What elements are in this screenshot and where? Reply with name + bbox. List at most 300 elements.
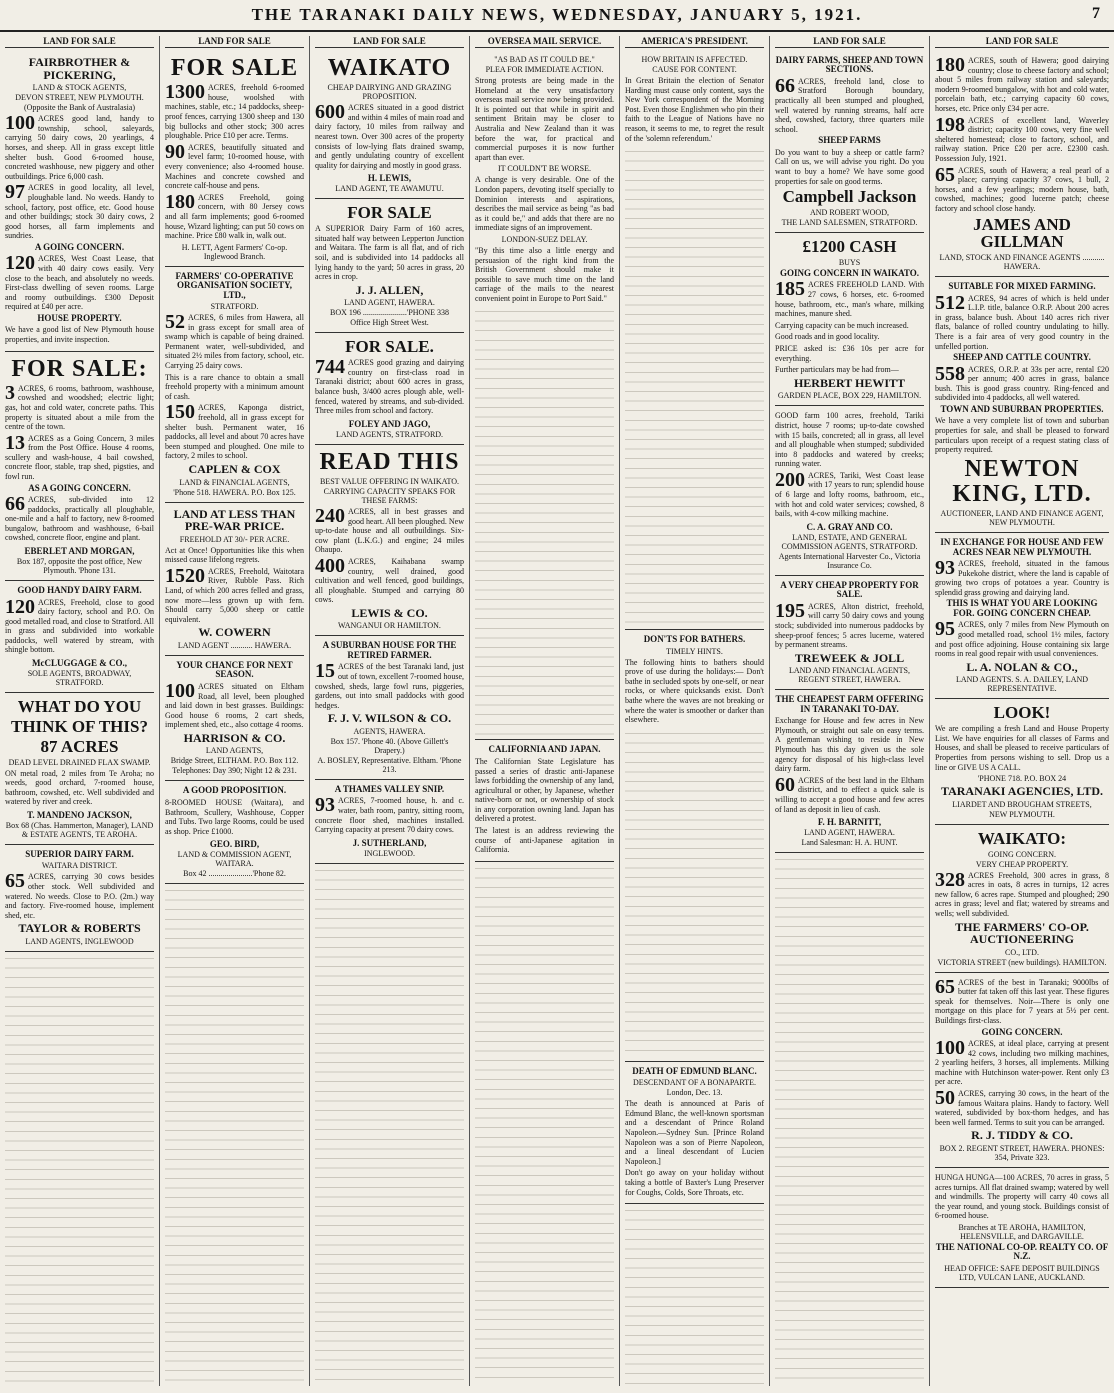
section-heading: SHEEP FARMS bbox=[818, 135, 881, 146]
acreage: 60 bbox=[775, 773, 795, 796]
listing-text: ACRES of excellent land, Waverley district; capacity 100 cows, very fine well sheltered homestead; close to factory, school, and railway station. Price £20 per acre. £2300 cash. Possession July, 1921. bbox=[935, 115, 1109, 163]
agent-address: THE LAND SALESMEN, STRATFORD. bbox=[781, 218, 918, 228]
acreage: 100 bbox=[165, 679, 195, 702]
advert-headline: 87 ACRES bbox=[40, 736, 119, 756]
advert-herbert-hewitt bbox=[775, 233, 924, 406]
agent-address: Box 68 (Chas. Hammerton, Manager), LAND & ESTATE AGENTS, TE AROHA. bbox=[5, 820, 154, 839]
acreage: 558 bbox=[935, 362, 965, 385]
column-fill bbox=[625, 1204, 764, 1386]
advert-headline: IN EXCHANGE FOR HOUSE AND FEW ACRES NEAR NEW PLYMOUTH. bbox=[940, 537, 1104, 557]
advert-headline: THINK OF THIS? bbox=[11, 716, 148, 736]
agent-subtitle: LAND, ESTATE, AND GENERAL COMMISSION AGENTS, STRATFORD. bbox=[781, 532, 918, 551]
agent-signature: T. MANDENO JACKSON, bbox=[27, 809, 132, 820]
advert-headline: A VERY CHEAP PROPERTY FOR SALE. bbox=[780, 579, 919, 600]
advert-taranaki-agencies bbox=[935, 699, 1109, 824]
listing bbox=[775, 773, 924, 814]
advert-gray bbox=[775, 406, 924, 576]
agent-address: LAND AND FINANCIAL AGENTS, REGENT STREET, HAWERA. bbox=[788, 666, 911, 685]
listing bbox=[5, 381, 154, 432]
agent-signature: J. SUTHERLAND, bbox=[352, 837, 427, 848]
advert-headline: FOR SALE. bbox=[345, 337, 434, 357]
listing-text: ACRES, freehold land, close to Stratford Borough boundary, practically all been stumped and ploughed, well watered by running streams, half acre shed, cowshed, factory, three quarters mile school. bbox=[775, 76, 924, 134]
advert-cowern bbox=[165, 503, 304, 657]
listing-text: ACRES of the best Taranaki land, just out of town, excellent 7-roomed house, cowshed, sheds, large fowl runs, piggeries, gardens, out into small paddocks with good hedges. bbox=[315, 662, 464, 710]
advert-headline: READ THIS bbox=[319, 448, 460, 475]
listing bbox=[935, 113, 1109, 164]
listing bbox=[5, 114, 154, 181]
acreage: 400 bbox=[315, 554, 345, 577]
agent-phone: BOX 196 ......................'PHONE 338 bbox=[330, 308, 449, 318]
agent-subtitle: CO., LTD. bbox=[1005, 947, 1039, 957]
listing-text: We are compiling a fresh Land and House Property List. We have enquiries for all classes of Farms and Houses, and shall be pleased to receive particulars of Properties from persons wishing to sell. Drop us a line or GIVE US A CALL. bbox=[935, 724, 1109, 772]
acreage: 1520 bbox=[165, 564, 205, 587]
article-text: A change is very desirable. One of the London papers, devoting itself specially to Dominion interests and aspirations, describes the mail service as being "as bad as it could be," and adds that there are no immediate signs of an improvement. bbox=[475, 175, 614, 233]
acreage: 90 bbox=[165, 140, 185, 163]
advert-mandeno-jackson bbox=[5, 693, 154, 845]
listing bbox=[935, 291, 1109, 352]
agent-signature: TARANAKI AGENCIES, LTD. bbox=[940, 784, 1104, 799]
listing-text: Exchange for House and few acres in New Plymouth, or straight out sale on easy terms. A gentleman wishing to reside in New Plymouth has this day given us the sole agency for disposal of his high-class level dairy farm. bbox=[775, 716, 924, 774]
article-subheading: IT COULDN'T BE WORSE. bbox=[498, 164, 591, 174]
column-fill bbox=[315, 864, 464, 1386]
article-text: The following hints to bathers should prove of use during the holidays:— Don't bathe in secluded spots by one-self, or near rocks, or where quicksands exist. Don't bathe where the waves are not breaking or where the water is smoother or darker than elsewhere. bbox=[625, 657, 764, 725]
agent-subtitle: LAND AGENTS. S. A. DAILEY, LAND REPRESENTATIVE. bbox=[955, 675, 1089, 694]
agent-note: Agents International Harvester Co., Victoria Insurance Co. bbox=[778, 551, 921, 570]
listing-text: Further particulars may be had from— bbox=[775, 365, 899, 375]
advert-headline: DAIRY FARMS, SHEEP AND TOWN SECTIONS. bbox=[775, 55, 924, 75]
listing-text: ACRES, only 7 miles from New Plymouth on good metalled road, school 1½ miles, factory and post office adjoining. House containing six large rooms in real good repair with usual conveniences. bbox=[935, 620, 1109, 659]
advert-headline: FOR SALE bbox=[347, 203, 432, 223]
listing-text: ACRES good land, handy to township, school, saleyards, carrying 50 dairy cows, 20 yearlings, 4 horses, and sheep. All in grass except little shelter bush. Good 6-roomed house, concreted washhouse, new piggery and other outbuildings. Price 6,000 cash. bbox=[5, 114, 154, 181]
listing bbox=[935, 868, 1109, 919]
agent-signature: Campbell Jackson bbox=[782, 187, 917, 207]
listing-text: ACRES situated on Eltham Road, all level, been ploughed and laid down in best grasses. Buildings: Good house 6 rooms, 2 cart sheds, implement shed, etc., also cottage 4 rooms. bbox=[165, 681, 304, 730]
listing-text: ON metal road, 2 miles from Te Aroha; no weeds, good orchard, 7-roomed house, bathroom, cowshed, etc. Well subdivided and watered by river and creek. bbox=[5, 768, 154, 807]
agent-subtitle: LAND AGENT ........... HAWERA. bbox=[177, 641, 292, 651]
agent-signature: F. H. BARNITT, bbox=[817, 817, 882, 828]
advert-headline: THE CHEAPEST FARM OFFERING IN TARANAKI TO-DAY. bbox=[775, 694, 924, 714]
acreage: 512 bbox=[935, 291, 965, 314]
advert-subtitle: GOING CONCERN. bbox=[988, 849, 1056, 859]
listing-text: ACRES Freehold, 300 acres in grass, 8 acres in oats, 8 acres in turnips, 12 acres new fallow, 6 acres rape. Stumped and ploughed; 290 acres in grass; level and flat; watered by streams and wells; well subdivided. bbox=[935, 870, 1109, 918]
agent-subtitle: LAND & COMMISSION AGENT, WAITARA. bbox=[177, 850, 292, 869]
agent-subtitle: LAND & STOCK AGENTS, bbox=[32, 83, 127, 93]
column-4 bbox=[470, 36, 620, 1386]
article-text: The death is announced at Paris of Edmund Blanc, the well-known sportsman and a descendant of Prince Roland Napoleon.—Sydney Sun. [Prince Roland Napoleon was a son of Pierre Napoleon, and a lineal descendant of Lucien Napoleon.] bbox=[625, 1099, 764, 1166]
column-fill bbox=[475, 862, 614, 1386]
listing-text: GOOD farm 100 acres, freehold, Tariki district, house 7 rooms; up-to-date cowshed with 15 bails, concreted; all in grass, all level and all ploughable when stumped; subdivided into 8 paddocks and watered by creeks; running water. bbox=[775, 411, 924, 469]
article-dateline: London, Dec. 13. bbox=[666, 1088, 723, 1098]
agent-subtitle: LAND AGENTS, bbox=[205, 746, 264, 756]
agent-name: FAIRBROTHER & PICKERING, bbox=[28, 55, 131, 82]
acreage: 328 bbox=[935, 868, 965, 891]
agent-address: 'Phone 518. HAWERA. P.O. Box 125. bbox=[173, 487, 296, 497]
article-continuation bbox=[475, 305, 614, 735]
masthead bbox=[0, 0, 1114, 32]
listing-text: ACRES, 6 rooms, bathroom, washhouse, cowshed and woodshed; electric light; gas, hot and cold water, concrete paths. This property is situated about a mile from the centre of the town. bbox=[5, 383, 154, 432]
listing bbox=[315, 358, 464, 416]
column-fill bbox=[5, 952, 154, 1386]
listing-text: ACRES of the best in Taranaki; 9000lbs of butter fat taken off this last year. These figures speak for themselves. Noir—There is only one mortgage on this place for 7 years at 5½ per cent. Buildings first-class. bbox=[935, 977, 1109, 1026]
article-subheading: CAUSE FOR CONTENT. bbox=[652, 65, 737, 74]
agent-subtitle: LAND AGENTS, STRATFORD. bbox=[335, 429, 444, 439]
listing-price: PRICE asked is: £36 10s per acre for everything. bbox=[775, 343, 924, 363]
agent-address: GARDEN PLACE, BOX 229, HAMILTON. bbox=[777, 391, 922, 401]
advert-headline: FARMERS' CO-OPERATIVE ORGANISATION SOCIETY, LTD., bbox=[175, 270, 294, 300]
advert-foley-jago bbox=[315, 333, 464, 444]
advert-lewis-waikato bbox=[315, 51, 464, 199]
listing-text: ACRES, Kaponga district, freehold, all in grass except for shelter bush. Permanent water, 16 paddocks, all level and about 70 acres have been stumped and ploughed. One mile to factory, 2 miles to school. bbox=[165, 403, 304, 461]
advert-sutherland bbox=[315, 780, 464, 864]
acreage: 600 bbox=[315, 101, 345, 124]
acreage: 150 bbox=[165, 401, 195, 424]
agent-signature: J. J. ALLEN, bbox=[355, 282, 424, 297]
listing bbox=[935, 362, 1109, 403]
advert-treweek-joll bbox=[775, 576, 924, 690]
agent-signature: F. J. V. WILSON & CO. bbox=[327, 711, 452, 726]
listing-text: ACRES, carrying 30 cows besides other stock. Well subdivided and watered. No weeds. Close to P.O. (2m.) way and factory. Five-roomed house, implement shed, etc. bbox=[5, 872, 154, 920]
listing-text: ACRES, Freehold, Waitotara River, Rubble Pass. Rich Land, of which 200 acres felled and grass, now more—less grown up with fern. Should carry 5,000 sheep or cattle equivalent. bbox=[165, 566, 304, 624]
agent-address: Box 187, opposite the post office, New Plymouth. 'Phone 131. bbox=[16, 557, 143, 576]
column-7 bbox=[930, 36, 1114, 1386]
agent-phone: 'PHONE 718. P.O. BOX 24 bbox=[977, 774, 1067, 784]
listing-text: ACRES of the best land in the Eltham district, and to effect a quick sale is willing to accept a good house and few acres of land as deposit in lieu of cash. bbox=[775, 775, 924, 814]
listing-text: Do you want to buy a sheep or cattle farm? Call on us, we will advise you right. Do you want to buy a home? We have some good properties for sale on good terms. bbox=[775, 147, 924, 186]
listing bbox=[165, 83, 304, 141]
acreage: 66 bbox=[775, 74, 795, 97]
column-fill bbox=[165, 884, 304, 1386]
agent-phone: Box 42 ......................'Phone 82. bbox=[183, 869, 286, 879]
listing bbox=[935, 56, 1109, 114]
agent-note: (Opposite the Bank of Australasia) bbox=[23, 103, 136, 113]
listing bbox=[5, 595, 154, 656]
advert-tiddy bbox=[935, 973, 1109, 1168]
acreage: 13 bbox=[5, 431, 25, 454]
column-3 bbox=[310, 36, 470, 1386]
agent-subtitle: LAND & FINANCIAL AGENTS, bbox=[179, 477, 290, 487]
acreage: 93 bbox=[315, 794, 335, 817]
agent-signature: HARRISON & CO. bbox=[183, 730, 286, 745]
agent-subtitle: LAND AGENT, HAWERA. bbox=[804, 828, 895, 838]
listing bbox=[775, 280, 924, 318]
listing bbox=[935, 559, 1109, 597]
acreage: 120 bbox=[5, 595, 35, 618]
listing bbox=[315, 662, 464, 710]
listing bbox=[315, 554, 464, 605]
listing-text: ACRES, south of Hawera; good dairying country; close to cheese factory and school; about 5 miles from railway station and saleyards; modern 9-roomed bungalow, with hot and cold water, porcelain bath, etc.; carrying capacity 60 cows, horses, etc. Price only £34 per acre. bbox=[935, 56, 1109, 113]
acreage: 65 bbox=[5, 870, 25, 893]
advert-mccluggage bbox=[5, 581, 154, 693]
agent-signature: R. J. TIDDY & CO. bbox=[971, 1128, 1073, 1143]
listing-text: ACRES, Tariki, West Coast lease with 17 years to run; splendid house of 6 large and lofty rooms, bathroom, etc., with hot and cold water services; cowshed, 8 bails, with 4-cow milking machine. bbox=[775, 470, 924, 519]
advert-subtitle: CARRYING CAPACITY SPEAKS FOR THESE FARMS: bbox=[323, 486, 456, 505]
listing bbox=[315, 504, 464, 555]
column-heading: LAND FOR SALE bbox=[935, 36, 1109, 48]
advert-national-coop-realty bbox=[935, 1168, 1109, 1288]
acreage: 1300 bbox=[165, 81, 205, 104]
listing-text: ACRES, O.R.P. at 33s per acre, rental £20 per annum; 400 acres in grass, balance bush. This is good grass country. Ring-fenced and subdivided into 4 paddocks, all well watered. bbox=[935, 364, 1109, 403]
agent-address: DEVON STREET, NEW PLYMOUTH. bbox=[15, 93, 144, 103]
listing-text: ACRES, south of Hawera; a real pearl of a place; carrying capacity 37 cows, 1 bull, 2 horses, and a few yearlings; modern house, bath, cowshed, machines; good lucerne patch; cheese factory and school close handy. bbox=[935, 165, 1109, 213]
acreage: 200 bbox=[775, 468, 805, 491]
advert-headline: A THAMES VALLEY SNIP. bbox=[334, 783, 445, 794]
listing bbox=[935, 163, 1109, 214]
section-heading: SUITABLE FOR MIXED FARMING. bbox=[948, 281, 1096, 292]
advert-subtitle: CHEAP DAIRYING AND GRAZING PROPOSITION. bbox=[327, 83, 452, 102]
acreage: 120 bbox=[5, 252, 35, 275]
acreage: 180 bbox=[165, 190, 195, 213]
advert-subtitle: WAITARA DISTRICT. bbox=[41, 861, 118, 871]
agent-address: Office High Street West. bbox=[350, 318, 429, 328]
advert-subtitle: FREEHOLD AT 30/- PER ACRE. bbox=[179, 534, 290, 544]
acreage: 3 bbox=[5, 381, 15, 404]
advert-headline: £1200 CASH bbox=[802, 237, 897, 257]
listing bbox=[935, 975, 1109, 1026]
advert-subtitle: GOING CONCERN IN WAIKATO. bbox=[779, 267, 920, 278]
agent-address: SOLE AGENTS, BROADWAY, STRATFORD. bbox=[27, 669, 132, 688]
listing-text: ACRES, at ideal place, carrying at present 42 cows, including two milking machines, 2 yearling heifers, 3 horses, all implements. Milking machine with Hutchinson water-power. Rent only £3 per acre. bbox=[935, 1039, 1109, 1087]
advert-harrison bbox=[165, 656, 304, 781]
listing bbox=[775, 74, 924, 135]
acreage: 93 bbox=[935, 557, 955, 580]
acreage: 180 bbox=[935, 54, 965, 76]
listing bbox=[315, 796, 464, 834]
acreage: 100 bbox=[935, 1037, 965, 1060]
listing-text: ACRES as a Going Concern, 3 miles from the Post Office. House 4 rooms, scullery and wash-house, 4 bail cowshed, concrete floor, stable, trap shed, pigsties, and fowl run. bbox=[5, 433, 154, 482]
article-continuation bbox=[625, 145, 764, 625]
article-text: The latest is an address reviewing the course of anti-Japanese agitation in California. bbox=[475, 826, 614, 855]
agent-address: Bridge Street, ELTHAM. P.O. Box 112. bbox=[170, 756, 299, 766]
agent-subtitle: AND ROBERT WOOD, bbox=[809, 208, 889, 218]
agent-subtitle: AUCTIONEER, LAND AND FINANCE AGENT, NEW PLYMOUTH. bbox=[940, 509, 1104, 528]
agent-signature: H. LETT, Agent Farmers' Co-op. Inglewood Branch. bbox=[181, 242, 288, 261]
listing-text: ACRES, sub-divided into 12 paddocks, practically all ploughable, one-mile and a half to factory, new 8-roomed bungalow, bathroom and washhouse, 6-bail cowshed, concrete floor, engine and plant. bbox=[5, 495, 154, 543]
listing-text: ACRES, beautifully situated and level farm; 10-roomed house, with every convenience; also 4-roomed house. Machines and concrete cowshed and concrete calf-house and pens. bbox=[165, 142, 304, 191]
agent-address: INGLEWOOD. bbox=[364, 848, 415, 858]
listing-text: ACRES, freehold, situated in the famous Pukekohe district, where the land is capable of growing two crops of potatoes a year. Country is splendid grass growing and dairying land. bbox=[935, 559, 1109, 597]
agent-representative: A. BOSLEY, Representative. Eltham. 'Phone 213. bbox=[317, 755, 462, 774]
article-text: "By this time also a little energy and persuasion of the right kind from the British Government should make it possible to save much time on the land carriage of the mails to the nearest convenient point in Europe to Port Said." bbox=[475, 245, 614, 303]
column-fill bbox=[775, 853, 924, 1386]
listing bbox=[165, 190, 304, 241]
acreage: 744 bbox=[315, 356, 345, 379]
acreage: 50 bbox=[935, 1087, 955, 1110]
listing bbox=[165, 313, 304, 371]
advert-headline: FOR SALE bbox=[170, 55, 299, 81]
listing-text: We have a very complete list of town and suburban properties for sale, and shall be pleased to forward particulars upon receipt of a request stating class of property required. bbox=[935, 416, 1109, 455]
listing-text: ACRES in good locality, all level, ploughable land. No weeds. Handy to school, factory, post office, etc. Good house and other buildings; stock 30 dairy cows, 2 good horses, all farm implements and sundries. bbox=[5, 183, 154, 241]
agent-phone: Telephones: Day 390; Night 12 & 231. bbox=[172, 766, 297, 776]
advert-headline: A GOOD PROPOSITION. bbox=[182, 785, 287, 796]
acreage: 95 bbox=[935, 618, 955, 641]
listing bbox=[165, 564, 304, 625]
listing-text: ACRES, 94 acres of which is held under L.I.P. title, balance O.R.P. About 200 acres in grass, balance bush. About 140 acres rich river flats, balance of rolled country undulating to hilly. There is a fair area of very good country in the unfelled portion. bbox=[935, 293, 1109, 351]
agent-address: NEW PLYMOUTH. bbox=[989, 809, 1055, 819]
agent-salesman: Land Salesman: H. A. HUNT. bbox=[801, 838, 898, 848]
section-heading: HOUSE PROPERTY. bbox=[37, 312, 122, 323]
listing-text: ACRES FREEHOLD LAND. With 27 cows, 6 horses, etc. 6-roomed house, bathroom, etc., man's whare, milking machines, manure shed. bbox=[775, 280, 924, 319]
advert-headline: YOUR CHANCE FOR NEXT SEASON. bbox=[176, 660, 293, 680]
article-heading: OVERSEA MAIL SERVICE. bbox=[475, 36, 614, 48]
article-text: Strong protests are being made in the Homeland at the very unsatisfactory overseas mail service now being provided. It is pointed out that while in spirit and sentiment Britain may be closer to Australia and New Zealand than it was before the war, for practical and commercial purposes it is now further apart than ever. bbox=[475, 76, 614, 162]
section-heading: AS A GOING CONCERN. bbox=[28, 482, 131, 493]
advert-james-gillman bbox=[935, 51, 1109, 277]
advert-subtitle: STRATFORD. bbox=[210, 302, 259, 311]
listing-text: Carrying capacity can be much increased. bbox=[775, 320, 909, 330]
advert-headline: A SUBURBAN HOUSE FOR THE RETIRED FARMER. bbox=[322, 640, 457, 660]
advert-headline: FOR SALE: bbox=[11, 355, 148, 382]
advert-allen bbox=[315, 199, 464, 333]
agent-signature: HERBERT HEWITT bbox=[793, 375, 906, 390]
article-heading: DON'TS FOR BATHERS. bbox=[643, 634, 746, 645]
agent-signature: THE NATIONAL CO-OP. REALTY CO. OF N.Z. bbox=[935, 1242, 1109, 1262]
listing bbox=[935, 620, 1109, 658]
advert-headline: WAIKATO: bbox=[977, 828, 1067, 848]
article-donts-for-bathers bbox=[625, 630, 764, 1062]
advert-fairbrother-pickering bbox=[5, 51, 154, 352]
listing bbox=[165, 140, 304, 191]
advert-subtitle: BEST VALUE OFFERING IN WAIKATO. bbox=[319, 476, 460, 486]
article-california-japan bbox=[475, 740, 614, 861]
agent-signature: LEWIS & CO. bbox=[351, 605, 428, 620]
acreage: 198 bbox=[935, 113, 965, 136]
article-heading: AMERICA'S PRESIDENT. bbox=[625, 36, 764, 48]
listing-text: ACRES, Alton district, freehold, will carry 50 dairy cows and young stock; subdivided into numerous paddocks by sheep-proof fences; 5 acres lucerne, watered by permanent streams. bbox=[775, 601, 924, 650]
column-2 bbox=[160, 36, 310, 1386]
listing bbox=[775, 599, 924, 650]
column-6 bbox=[770, 36, 930, 1386]
article-text: In Great Britain the election of Senator Harding must cause only content, says the New York correspondent of the Morning Post. Even those Englishmen who pin their faith to the League of Nations have no reason, it seems to me, to regret the result of the 'solemn referendum.' bbox=[625, 76, 764, 143]
agent-signature: W. COWERN bbox=[198, 625, 271, 640]
agent-subtitle: AGENTS, HAWERA. bbox=[353, 726, 426, 736]
advert-headline: LAND AT LESS THAN PRE-WAR PRICE. bbox=[173, 506, 296, 534]
listing-text: ACRES situated in a good district and within 4 miles of main road and dairy factory, 10 miles from railway and nearest town. Over 300 acres of the property consists of low-lying flats drained swamp, and gently undulating country of excellent quality for dairying and mostly in good grass. bbox=[315, 103, 464, 170]
advert-subtitle: VERY CHEAP PROPERTY. bbox=[975, 859, 1069, 869]
agent-signature: McCLUGGAGE & CO., bbox=[32, 658, 127, 669]
agent-signature: FOLEY AND JAGO, bbox=[348, 418, 431, 429]
section-heading: TOWN AND SUBURBAN PROPERTIES. bbox=[940, 404, 1104, 414]
listing-text: HUNGA HUNGA—100 ACRES, 70 acres in grass, 5 acres turnips. All flat drained swamp; watered by well and windmills. The property will carry 40 cows all the year round, and young stock. Buildings consist of 6-roomed house. bbox=[935, 1173, 1109, 1221]
advert-farmers-coop bbox=[165, 267, 304, 503]
agent-address: Box 157. 'Phone 40. (Above Gillett's Drapery.) bbox=[330, 736, 449, 755]
advert-headline: WHAT DO YOU bbox=[17, 697, 142, 717]
advert-geo-bird bbox=[165, 781, 304, 884]
listing-text: Good roads and in good locality. bbox=[775, 332, 880, 342]
column-5 bbox=[620, 36, 770, 1386]
advert-nolan bbox=[935, 533, 1109, 699]
agent-signature: EBERLET AND MORGAN, bbox=[24, 546, 135, 557]
column-heading: LAND FOR SALE bbox=[5, 36, 154, 48]
agent-address: LIARDET AND BROUGHAM STREETS, bbox=[952, 799, 1092, 809]
acreage: 185 bbox=[775, 278, 805, 301]
section-heading: SHEEP AND CATTLE COUNTRY. bbox=[953, 352, 1091, 363]
agent-signature: TREWEEK & JOLL bbox=[794, 650, 905, 665]
section-heading: GOING CONCERN. bbox=[981, 1026, 1063, 1037]
listing bbox=[935, 1089, 1109, 1127]
agent-subtitle: LAND AGENT, HAWERA. bbox=[344, 298, 435, 308]
advert-campbell-jackson bbox=[775, 51, 924, 233]
advert-wilson bbox=[315, 636, 464, 779]
listing-text: Act at Once! Opportunities like this when missed cause lifelong regrets. bbox=[165, 545, 304, 565]
article-text: The Californian State Legislature has passed a series of drastic anti-Japanese laws forbidding the ownership of any land, agricultural or other, by Japanese, whether native-born or not, or ownership of stock in any corporation owning land. Japan has delivered a protest. bbox=[475, 756, 614, 824]
agent-address: VICTORIA STREET (new buildings). HAMILTON. bbox=[937, 957, 1107, 967]
advert-headline: SUPERIOR DAIRY FARM. bbox=[25, 848, 134, 859]
article-oversea-mail bbox=[475, 51, 614, 740]
column-heading: LAND FOR SALE bbox=[315, 36, 464, 48]
acreage: 100 bbox=[5, 112, 35, 135]
acreage: 195 bbox=[775, 599, 805, 622]
agent-subtitle: WANGANUI OR HAMILTON. bbox=[338, 621, 441, 631]
listing bbox=[5, 495, 154, 543]
agent-address: BOX 2. REGENT STREET, HAWERA. PHONES: 354, Private 323. bbox=[939, 1144, 1105, 1163]
agent-signature: C. A. GRAY AND CO. bbox=[806, 521, 893, 532]
listing bbox=[5, 431, 154, 482]
column-heading: LAND FOR SALE bbox=[165, 36, 304, 48]
acreage: 15 bbox=[315, 660, 335, 683]
article-heading: DEATH OF EDMUND BLANC. bbox=[632, 1065, 757, 1076]
article-americas-president bbox=[625, 51, 764, 630]
listing-text: We have a good list of New Plymouth house properties, and invite inspection. bbox=[5, 325, 154, 344]
listing-text: ACRES, Freehold, close to good dairy factory, school and P.O. On good metalled road, and close to Stratford. All in grass and subdivided into workable paddocks, well watered by stream, with shingle bottom. bbox=[5, 597, 154, 655]
advert-subtitle: DEAD LEVEL DRAINED FLAX SWAMP. bbox=[8, 757, 151, 767]
listing-text: ACRES good grazing and dairying country on first-class road in Taranaki district; about 600 acres in grass, balance bush, 3/400 acres plough able, well-fenced, watered by streams, and sub-divided. Three miles from school and factory. bbox=[315, 358, 464, 416]
article-continuation bbox=[625, 727, 764, 1057]
listing bbox=[775, 468, 924, 519]
article-subheading: PLEA FOR IMMEDIATE ACTION. bbox=[485, 65, 604, 74]
agent-branches: Branches at TE AROHA, HAMILTON, HELENSVILLE, and DARGAVILLE. bbox=[958, 1223, 1086, 1241]
advert-lewis-co bbox=[315, 445, 464, 637]
agent-signature: L. A. NOLAN & CO., bbox=[966, 659, 1078, 674]
advert-taylor-roberts bbox=[5, 845, 154, 952]
acreage: 97 bbox=[5, 181, 25, 204]
advert-newton-king bbox=[935, 277, 1109, 533]
article-subheading: DESCENDANT OF A BONAPARTE. bbox=[632, 1078, 757, 1088]
listing-text: ACRES, West Coast Lease, that with 40 dairy cows easily. Very close to the beach, and absolutely no weeds. First-class dwelling of seven rooms. Large and roomy outbuildings. £300 Deposit required at £40 per acre. bbox=[5, 254, 154, 312]
listing-text: ACRES, carrying 30 cows, in the heart of the famous Waitara plains. Handy to factory. Well watered, subdivided by box-thorn hedges, and has been well farmed. Terms to suit you can be arranged. bbox=[935, 1089, 1109, 1127]
agent-signature: JAMES AND GILLMAN bbox=[973, 214, 1071, 252]
agent-signature: TAYLOR & ROBERTS bbox=[18, 921, 141, 936]
listing-text: ACRES Freehold, going concern, with 80 Jersey cows and all farm implements; good 6-roomed house, Wizard lighting; can put 50 cows on machine. Price £80 walk in, walk out. bbox=[165, 192, 304, 241]
column-heading: LAND FOR SALE bbox=[775, 36, 924, 48]
advert-headline: LOOK! bbox=[993, 703, 1051, 723]
advert-subtitle: BUYS bbox=[838, 257, 861, 267]
agent-signature: GEO. BIRD, bbox=[209, 839, 260, 850]
agent-subtitle: LAND, STOCK AND FINANCE AGENTS ........... HAWERA. bbox=[939, 253, 1105, 272]
agent-signature: CAPLEN & COX bbox=[188, 461, 281, 476]
advert-headline: GOOD HANDY DAIRY FARM. bbox=[17, 585, 142, 596]
advert-barnitt bbox=[775, 690, 924, 853]
listing bbox=[935, 1039, 1109, 1087]
article-text: Don't go away on your holiday without taking a bottle of Baxter's Lung Preserver for Coughs, Colds, Sore Throats, etc. bbox=[625, 1168, 764, 1197]
agent-subtitle: LAND AGENT, TE AWAMUTU. bbox=[335, 184, 444, 194]
article-subheading: "AS BAD AS IT COULD BE." bbox=[494, 55, 595, 64]
article-death-edmund-blanc bbox=[625, 1062, 764, 1204]
listing-text: 8-ROOMED HOUSE (Waitara), and Bathroom, Scullery, Washhouse, Copper and Tubs. Two large Rooms, could be used as shop. Price £1000. bbox=[165, 797, 304, 836]
agent-signature: THE FARMERS' CO-OP. AUCTIONEERING bbox=[955, 919, 1089, 947]
advert-eberlet-morgan bbox=[5, 352, 154, 582]
listing bbox=[5, 183, 154, 241]
page-number: 7 bbox=[1092, 5, 1100, 22]
acreage: 66 bbox=[5, 493, 25, 516]
acreage: 65 bbox=[935, 975, 955, 998]
listing bbox=[315, 103, 464, 170]
listing bbox=[165, 679, 304, 730]
agent-signature: H. LEWIS, bbox=[367, 173, 412, 184]
agent-signature: NEWTON KING, LTD. bbox=[952, 455, 1092, 507]
newspaper-title: THE TARANAKI DAILY NEWS, WEDNESDAY, JANUARY 5, 1921. bbox=[251, 5, 863, 24]
listing bbox=[5, 254, 154, 312]
advert-lett bbox=[165, 51, 304, 267]
